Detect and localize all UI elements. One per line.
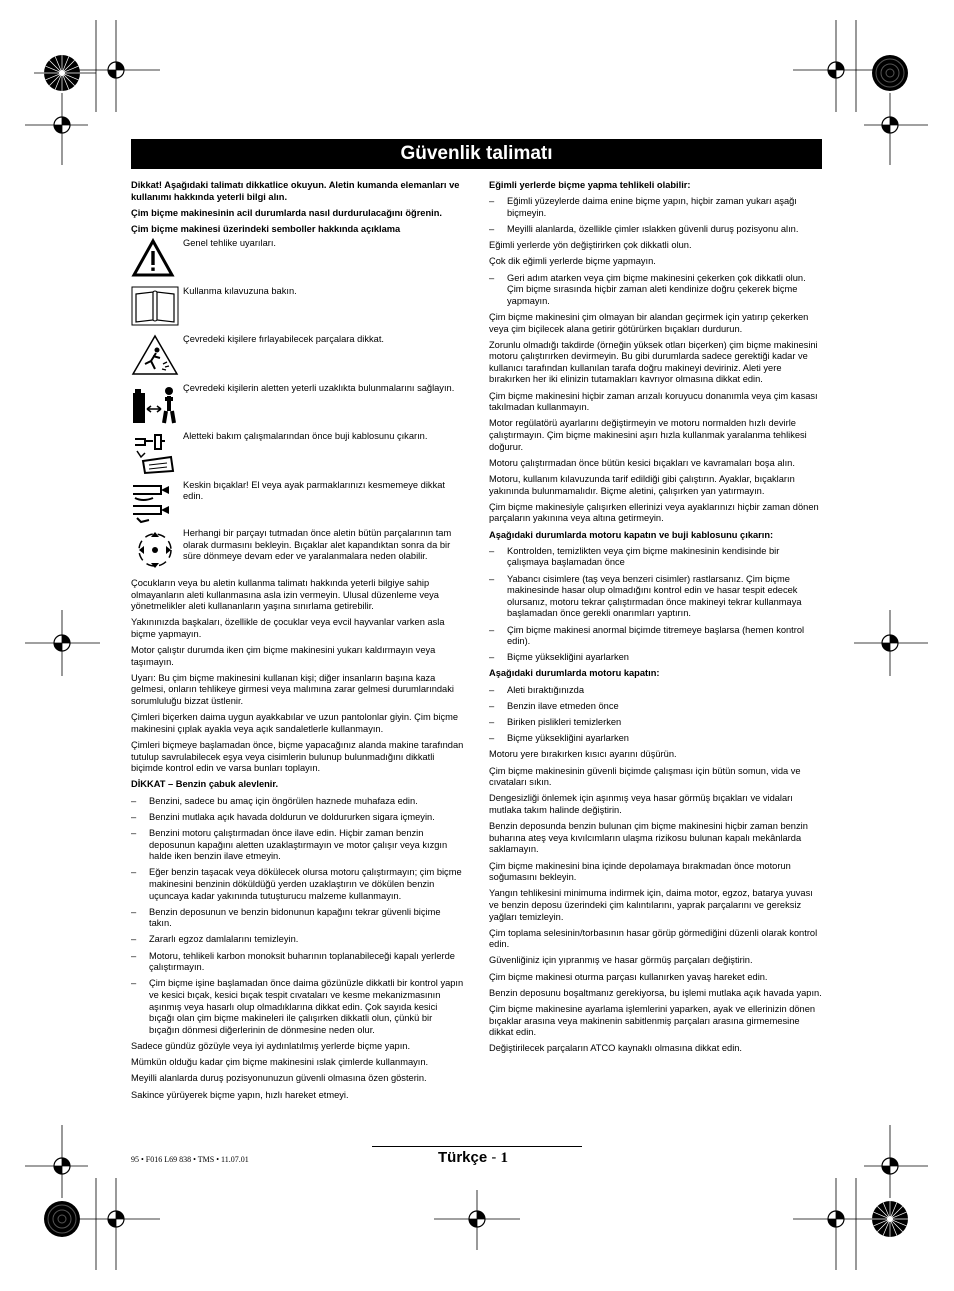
symbol-row [131, 528, 465, 572]
paragraph: Dengesizliği önlemek için aşınmış veya hasar görmüş bıçakları ve vidaları mutlaka takım halinde değiştirin. [489, 793, 793, 815]
symbol-row [131, 431, 465, 475]
list-item: – Biriken pislikleri temizlerken [489, 717, 622, 728]
list-item: – Zararlı egzoz damlalarını temizleyin. [131, 934, 299, 945]
paragraph: Çim toplama selesinin/torbasının hasar görüp görmediğini düzenli olarak kontrol edin. [489, 927, 818, 950]
list-item: – Eğimli yüzeylerde daima enine biçme yapın, hiçbir zaman yukarı aşağı biçmeyin. [489, 196, 797, 218]
rotating-parts-icon [131, 528, 179, 572]
footer-rule [372, 1146, 582, 1147]
list-item: – Aleti bıraktığınızda [489, 684, 584, 695]
page-number: 1 [500, 1150, 509, 1166]
language-label: Türkçe [438, 1149, 488, 1166]
symbol-text: Kullanma kılavuzuna bakın. [183, 285, 297, 296]
paragraph: Yakınınızda başkaları, özellikle de çocuklar veya evcil hayvanlar varken asla biçme yapmayın. [131, 617, 445, 639]
warning-triangle-icon [131, 238, 179, 282]
paragraph: Çimleri biçmeye başlamadan önce, biçme yapacağınız alanda makine tarafından tutulup savrulabilecek eşya veya cisimlerin bulunup bulunmadığını dikkatli biçimde kontrol edin ve varsa bunları toplayın. [131, 740, 464, 774]
paragraph: Çim biçme makinesine ayarlama işlemlerini yaparken, ayak ve ellerinizin dönen bıçaklar arasına veya makinenin sabitlenmiş parçaları arasına girmemesine dikkat edin. [489, 1004, 816, 1038]
paragraph: Çim biçme makinesiyle çalışırken ellerinizi veya ayaklarınızı hiçbir zaman dönen parçaların yakınına veya altına getirmeyin. [489, 501, 819, 524]
paragraph: Çim biçme makinesini bina içinde depolamaya bırakmadan önce motorun soğumasını bekleyin. [489, 860, 791, 883]
symbol-row [131, 334, 465, 378]
list-item: – Çim biçme makinesi anormal biçimde titremeye başlarsa (hemen kontrol edin). [489, 624, 805, 647]
symbol-text: Genel tehlike uyarıları. [183, 237, 277, 248]
page-separator: - [487, 1149, 501, 1166]
paragraph: Motoru çalıştırmadan önce bütün kesici bıçakları ve kavramaları boşa alın. [489, 457, 795, 468]
symbol-text: Çevredeki kişilerin aletten yeterli uzaklıkta bulunmalarını sağlayın. [183, 382, 455, 393]
paragraph: Çim biçme makinesi oturma parçası kullanırken yavaş hareket edin. [489, 971, 768, 982]
symbol-text: Herhangi bir parçayı tutmadan önce aletin bütün parçalarının tam olarak durmasını bekleyin. Bıçaklar alet kapandıktan sonra da bir süre dönmeye devam eder ve yaralanmalara neden olabilir. [183, 527, 452, 562]
list-item: – Motoru, tehlikeli karbon monoksit buharının toplanabileceği kapalı yerlerde çalıştırmayın. [131, 950, 455, 973]
thrown-objects-icon [131, 334, 179, 378]
fuel-heading: DİKKAT – Benzin çabuk alevlenir. [131, 779, 279, 790]
footer-print-code: 95 • F016 L69 838 • TMS • 11.07.01 [131, 1155, 249, 1164]
list-item: – Benzini mutlaka açık havada doldurun ve doldururken sigara içmeyin. [131, 811, 435, 822]
paragraph: Zorunlu olmadığı takdirde (örneğin yüksek otları biçerken) çim biçme makinesini motoru çalıştırırken devirmeyin. Bu gibi durumlarda sadece gerektiği kadar ve kullanıcı tarafından kullanılan tarafa doğru makineyi deviriniz. Aleti yere bırakırken her iki elinizin tutamakları kavrıyor olmasına dikkat edin. [489, 339, 818, 385]
left-column [131, 180, 465, 1106]
list-item: – Eğer benzin taşacak veya dökülecek olursa motoru çalıştırmayın; çim biçme makinesini benzinin döküldüğü yerden uzaklaştırın ve dökülen benzin uçuncaya kadar yakınında tutuşturucu malzeme kullanmayın. [131, 867, 462, 901]
paragraph: Meyilli alanlarda duruş pozisyonunuzun güvenli olmasına özen gösterin. [131, 1073, 427, 1084]
off-heading: Aşağıdaki durumlarda motoru kapatın: [489, 668, 660, 679]
manual-book-icon [131, 286, 179, 330]
paragraph: Benzin deposunda benzin bulunan çim biçme makinesini hiçbir zaman benzin buharına ateş veya kıvılcımların ulaşma rizikosu bulunan kapalı mekânlarda saklamayın. [489, 821, 808, 855]
symbol-text: Keskin bıçaklar! El veya ayak parmaklarınızı kesmemeye dikkat edin. [183, 479, 445, 502]
paragraph: Çim biçme makinesinin güvenli biçimde çalışması için bütün somun, vida ve cıvataları sıkın. [489, 765, 801, 788]
plug-heading: Aşağıdaki durumlarda motoru kapatın ve buji kablosunu çıkarın: [489, 529, 774, 540]
paragraph: Yangın tehlikesini minimuma indirmek için, daima motor, egzoz, batarya yuvası ve benzin deposu üzerindeki çim kalıntılarını, yaprak parçalarını ve gereksiz yağları temizleyin. [489, 888, 813, 922]
paragraph: Mümkün olduğu kadar çim biçme makinesini ıslak çimlerde kullanmayın. [131, 1057, 429, 1068]
paragraph: Çimleri biçerken daima uygun ayakkabılar ve uzun pantolonlar giyin. Çim biçme makinesini çıplak ayakla veya açık sandaletlerle kullanmayın. [131, 712, 459, 734]
paragraph: Güvenliğiniz için yıpranmış ve hasar görmüş parçaları değiştirin. [489, 955, 753, 966]
paragraph: Motoru, kullanım kılavuzunda tarif edildiği gibi çalıştırın. Ayaklar, bıçakların yakınında bulunmamalıdır. Biçme aletini, çalışırken yan yatırmayın. [489, 474, 795, 496]
paragraph: Çim biçme makinesini çim olmayan bir alandan geçirmek için yatırıp çekerken veya çim biçilecek alana getirir götürürken bıçakları durdurun. [489, 311, 809, 334]
paragraph: Sakince yürüyerek biçme yapın, hızlı hareket etmeyi. [131, 1089, 349, 1100]
spark-plug-icon [131, 431, 179, 475]
paragraph: Motor regülatörü ayarlarını değiştirmeyin ve motoru normalden hızlı devirle çalıştırmayın. Çim biçme makinesini aşırı hızla kullanmak yaralanma tehlikesi doğurur. [489, 418, 807, 452]
symbols-heading: Çim biçme makinesi üzerindeki semboller hakkında açıklama [131, 223, 401, 234]
list-item: – Çim biçme işine başlamadan önce daima gözünüzle dikkatli bir kontrol yapın ve kesici bıçak, kesici bıçak tespit cıvataları ve kesme mekanizmasının aşınmış veya hasarlı olup olmadıklarına dikkat edin. Çok sayıda kesici bıçağı olan çim biçme makineleri ile çalışırken dikkatli olun, çünkü bir bıçağın dönmesi diğerlerinin de dönmesine neden olur. [131, 978, 464, 1035]
list-item: – Geri adım atarken veya çim biçme makinesini çekerken çok dikkatli olun. Çim biçme sırasında hiçbir zaman aleti kendinize doğru çekerek biçme yapmayın. [489, 272, 806, 306]
paragraph: Çok dik eğimli yerlerde biçme yapmayın. [489, 256, 656, 267]
sharp-blades-icon [131, 480, 179, 524]
slope-heading: Eğimli yerlerde biçme yapma tehlikeli olabilir: [489, 180, 691, 190]
intro-warning: Dikkat! Aşağıdaki talimatı dikkatlice okuyun. Aletin kumanda elemanları ve kullanımı hakkında yeterli bilgi alın. [131, 180, 460, 202]
footer-page-label [438, 1149, 508, 1167]
symbol-text: Çevredeki kişilere fırlayabilecek parçalara dikkat. [183, 334, 384, 345]
paragraph: Benzin deposunu boşaltmanız gerekiyorsa, bu işlemi mutlaka açık havada yapın. [489, 987, 822, 998]
paragraph: Motoru yere bırakırken kısıcı ayarını düşürün. [489, 749, 677, 760]
list-item: – Meyilli alanlarda, özellikle çimler ıslakken güvenli duruş pozisyonu alın. [489, 223, 799, 234]
right-column [489, 180, 823, 1060]
symbol-row [131, 238, 465, 282]
list-item: – Benzin ilave etmeden önce [489, 700, 619, 711]
list-item: – Benzini motoru çalıştırmadan önce ilave edin. Hiçbir zaman benzin deposunun kapağını aletten uzaklaştırmayın ve motor çalışır veya kızgın halde iken benzin ilave etmeyin. [131, 827, 448, 862]
list-item: – Benzini, sadece bu amaç için öngörülen haznede muhafaza edin. [131, 795, 418, 806]
paragraph: Değiştirilecek parçaların ATCO kaynaklı olmasına dikkat edin. [489, 1043, 743, 1054]
list-item: – Biçme yüksekliğini ayarlarken [489, 733, 629, 744]
list-item: – Benzin deposunun ve benzin bidonunun kapağını tekrar güvenli biçime takın. [131, 906, 441, 929]
paragraph: Motor çalıştır durumda iken çim biçme makinesini yukarı kaldırmayın veya taşımayın. [131, 645, 436, 667]
page-title: Güvenlik talimatı [131, 139, 822, 169]
paragraph: Eğimli yerlerde yön değiştirirken çok dikkatli olun. [489, 240, 692, 251]
symbol-row [131, 286, 465, 330]
paragraph: Sadece gündüz gözüyle veya iyi aydınlatılmış yerlerde biçme yapın. [131, 1041, 411, 1051]
paragraph: Çim biçme makinesini hiçbir zaman arızalı koruyucu donanımla veya çim kasası takılmadan kullanmayın. [489, 390, 818, 413]
symbol-row [131, 383, 465, 427]
paragraph: Çocukların veya bu aletin kullanma talimatı hakkında yeterli bilgiye sahip olmayanların aleti kullanmasına asla izin vermeyin. Ulusal düzenleme veya yönetmelikler aleti kullananların yaşına sınırlama getirebilir. [131, 577, 439, 612]
list-item: – Kontrolden, temizlikten veya çim biçme makinesinin kendisinde bir çalışmaya başlamadan önce [489, 545, 780, 568]
symbol-row [131, 480, 465, 524]
intro-stop: Çim biçme makinesinin acil durumlarda nasıl durdurulacağını öğrenin. [131, 207, 443, 218]
list-item: – Yabancı cisimlere (taş veya benzeri cisimler) rastlarsanız. Çim biçme makinesinde hasar olup olmadığını kontrol edin ve hasar tespit edecek olursanız, motoru tekrar çalıştırmadan önce makineyi tekrar kullanmaya başlamadan önce gerekli onarımları yaptırın. [489, 573, 802, 619]
list-item: – Biçme yüksekliğini ayarlarken [489, 652, 629, 663]
paragraph: Uyarı: Bu çim biçme makinesini kullanan kişi; diğer insanların başına kaza gelmesi, onların tehlikeye girmesi veya malımına zarar gelmesi durumlarındaki sorumluluğu bizzat üstlenir. [131, 672, 454, 707]
symbol-text: Aletteki bakım çalışmalarından önce buji kablosunu çıkarın. [183, 431, 428, 442]
keep-distance-icon [131, 383, 179, 427]
